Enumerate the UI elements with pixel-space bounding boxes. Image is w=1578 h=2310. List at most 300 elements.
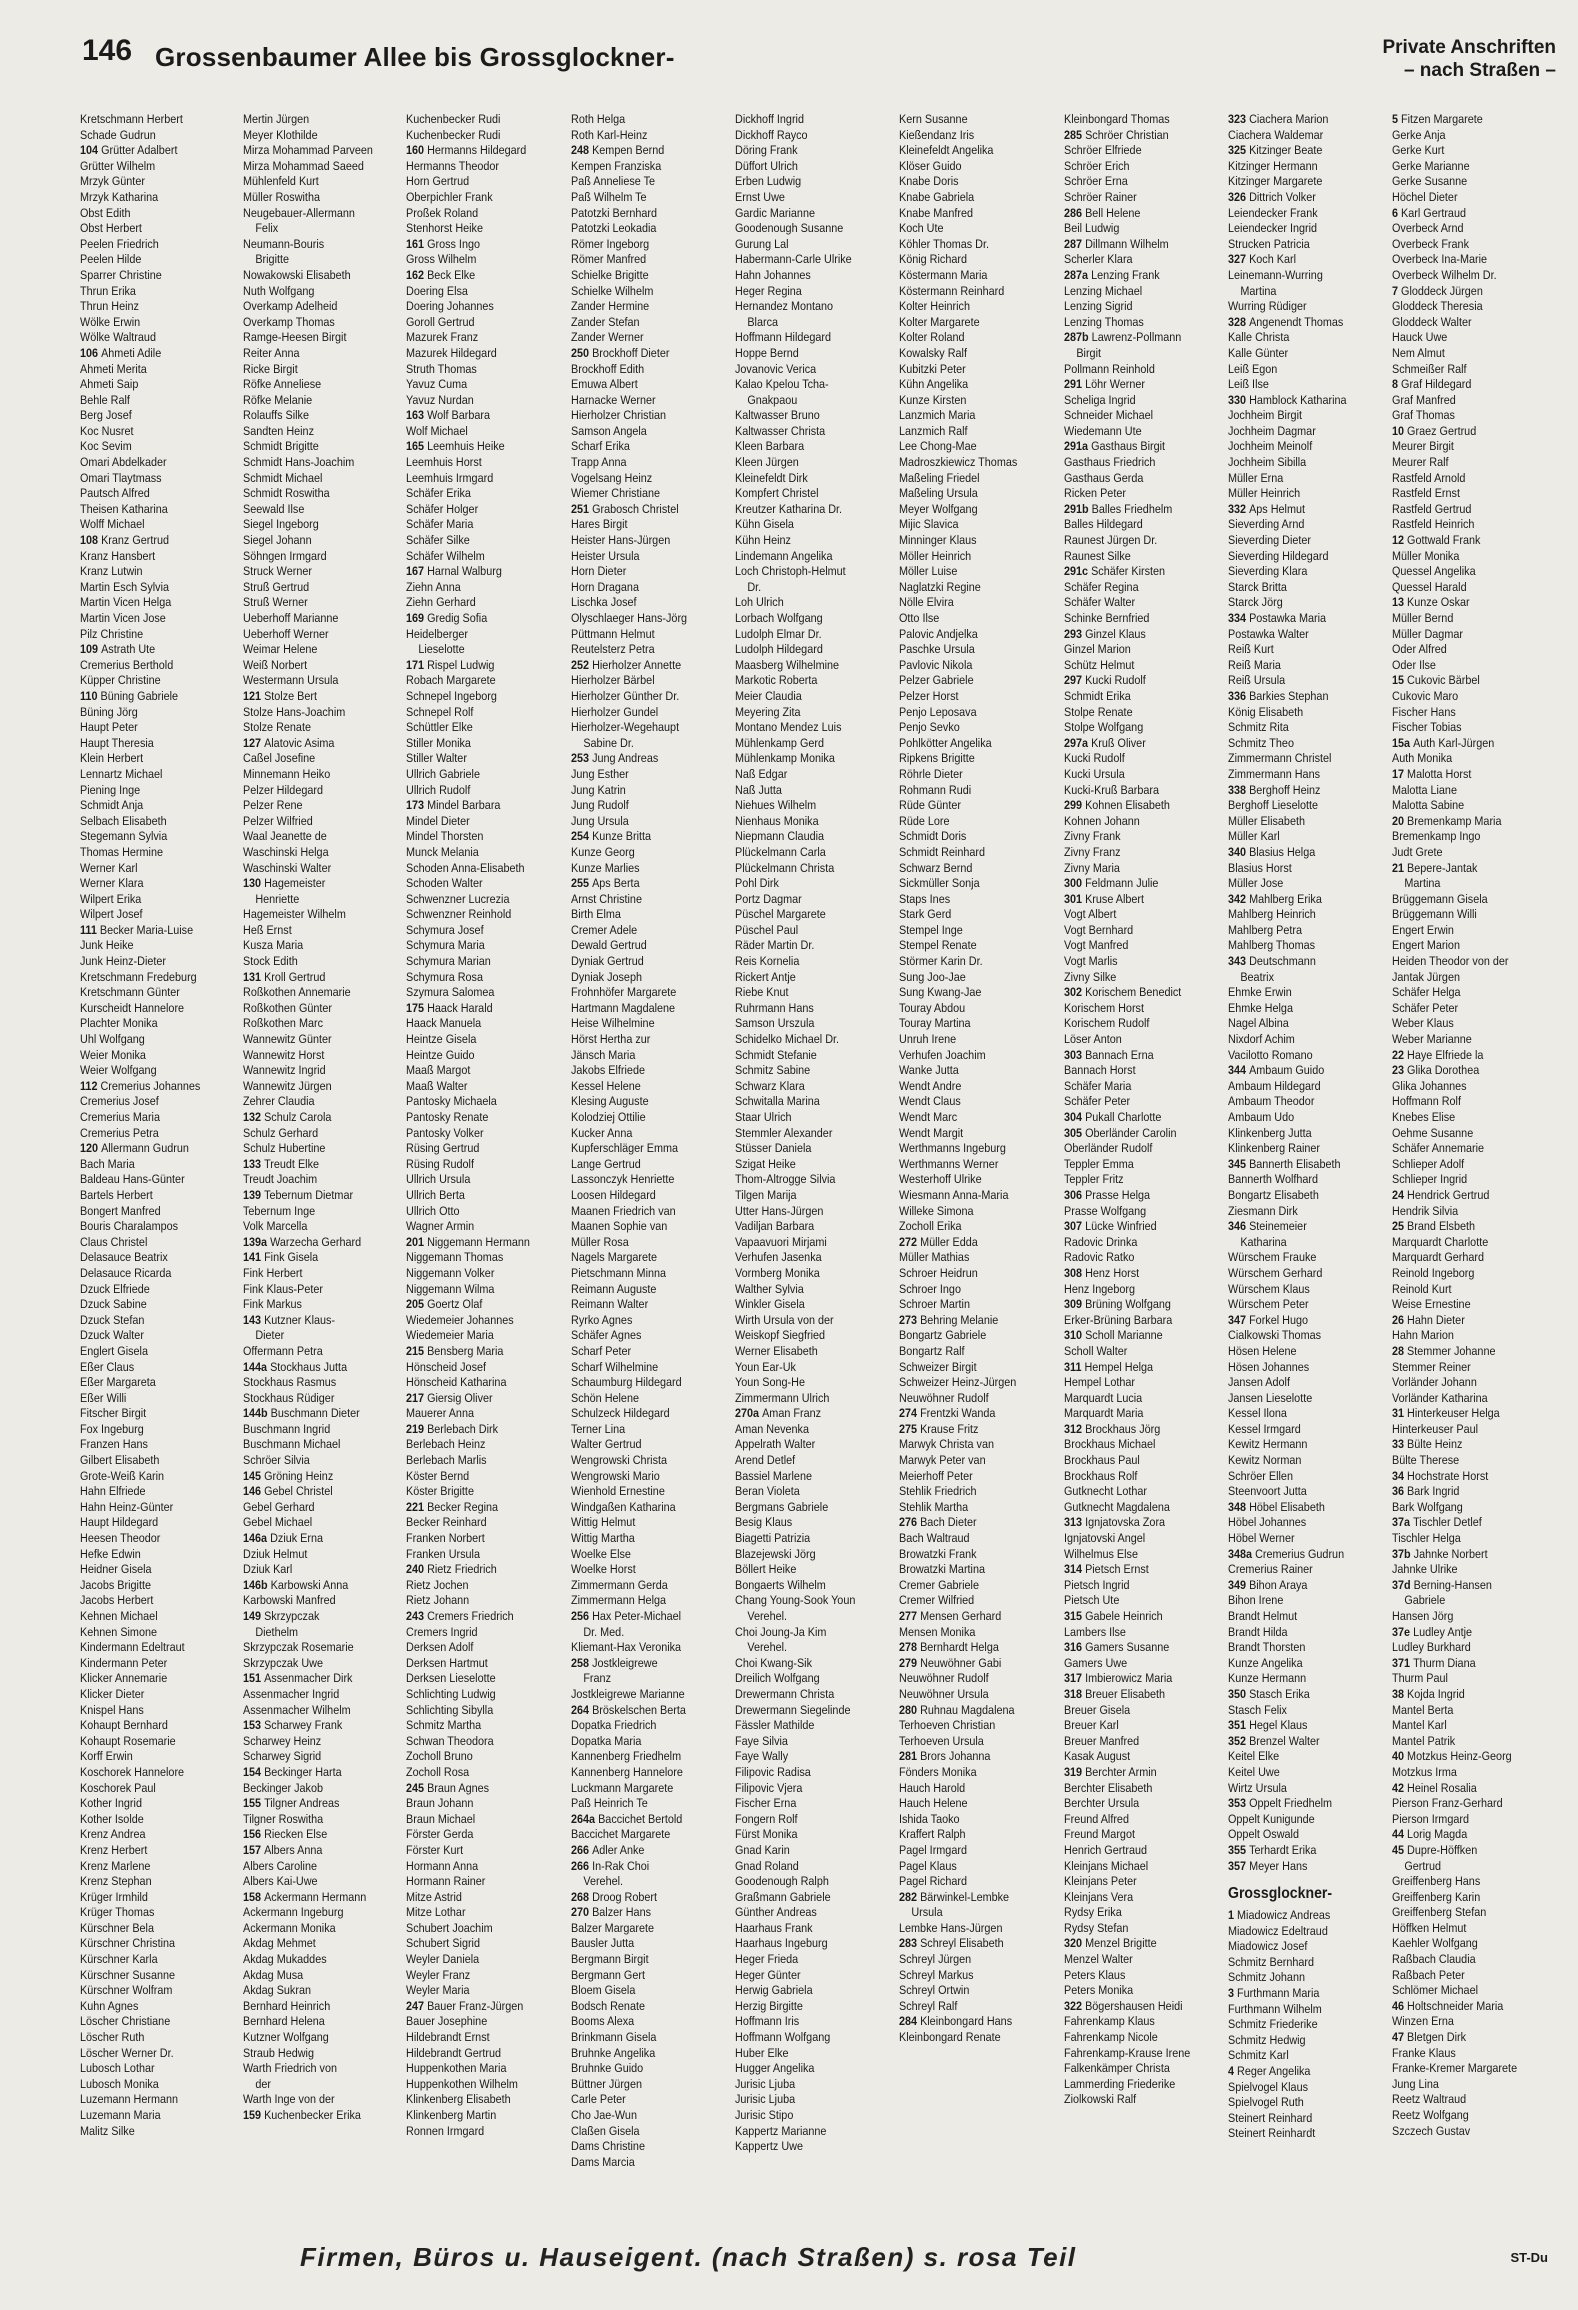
listing-entry: Schielke Wilhelm: [571, 283, 654, 298]
listing-entry: Kunze Angelika: [1228, 1655, 1303, 1670]
listing-entry: Gertrud: [1404, 1858, 1442, 1873]
listing-entry: Dzuck Sabine: [80, 1297, 147, 1312]
listing-entry: Ripkens Brigitte: [899, 751, 975, 766]
listing-entry: Sung Joo-Jae: [899, 969, 966, 984]
listing-entry: 144b Buschmann Dieter: [243, 1406, 360, 1421]
listing-entry: 250 Brockhoff Dieter: [571, 345, 670, 360]
listing-entry: Schäfer Regina: [1064, 579, 1139, 594]
listing-entry: Koc Sevim: [80, 439, 132, 454]
listing-entry: Reinold Kurt: [1392, 1281, 1452, 1296]
listing-entry: Pollmann Reinhold: [1064, 361, 1155, 376]
listing-entry: Köster Brigitte: [406, 1484, 474, 1499]
listing-entry: 120 Allermann Gudrun: [80, 1141, 189, 1156]
listing-entry: Grütter Wilhelm: [80, 158, 156, 173]
listing-entry: Paschke Ursula: [899, 642, 975, 657]
listing-entry: Scholl Walter: [1064, 1343, 1128, 1358]
listing-entry: Naß Jutta: [735, 782, 782, 797]
listing-entry: Peelen Hilde: [80, 252, 142, 267]
listing-entry: Verhufen Jasenka: [735, 1250, 822, 1265]
listing-entry: Tebernum Inge: [243, 1203, 316, 1218]
listing-entry: Hahn Elfriede: [80, 1484, 146, 1499]
listing-entry: Brinkmann Gisela: [571, 2030, 657, 2045]
listing-entry: Reetz Wolfgang: [1392, 2108, 1469, 2122]
listing-entry: Woelke Else: [571, 1546, 631, 1561]
listing-entry: 139a Warzecha Gerhard: [243, 1234, 362, 1249]
listing-entry: Rietz Johann: [406, 1593, 470, 1608]
listing-entry: Gutknecht Magdalena: [1064, 1499, 1170, 1514]
listing-entry: Grote-Weiß Karin: [80, 1468, 164, 1483]
section-label-line2: – nach Straßen –: [1403, 60, 1556, 81]
listing-entry: Schwitalla Marina: [735, 1094, 820, 1109]
listing-entry: Delasauce Ricarda: [80, 1265, 172, 1280]
listing-entry: Rolauffs Silke: [243, 408, 309, 423]
listing-entry: Schmeißer Ralf: [1392, 361, 1467, 376]
listing-entry: Haarhaus Ingeburg: [735, 1936, 828, 1951]
street-heading: Grossglockner-: [1228, 1885, 1333, 1903]
listing-entry: Schwarz Klara: [735, 1078, 805, 1093]
listing-entry: Ryrko Agnes: [571, 1312, 633, 1327]
listing-entry: Spielvogel Ruth: [1228, 2095, 1304, 2110]
listing-entry: Szymura Salomea: [406, 985, 495, 1000]
listing-entry: Oppelt Oswald: [1228, 1827, 1299, 1842]
listing-entry: Weyler Franz: [406, 1967, 471, 1982]
listing-entry: Hahn Marion: [1392, 1328, 1454, 1343]
listing-entry: Schmidt Michael: [243, 470, 323, 485]
listing-entry: Claßen Gisela: [571, 2123, 640, 2138]
listing-entry: Schubert Sigrid: [406, 1936, 480, 1951]
listing-entry: Zocholl Rosa: [406, 1764, 470, 1779]
listing-entry: Lembke Hans-Jürgen: [899, 1920, 1003, 1935]
listing-entry: Faye Silvia: [735, 1733, 788, 1748]
listing-entry: Dams Marcia: [571, 2154, 635, 2169]
listing-entry: Jacobs Brigitte: [80, 1577, 151, 1592]
listing-entry: Brüggemann Willi: [1392, 907, 1477, 922]
listing-entry: Zehrer Claudia: [243, 1094, 315, 1109]
listing-entry: Ruhrmann Hans: [735, 1000, 814, 1015]
footer-note: Firmen, Büros u. Hauseigent. (nach Straßen) s. rosa Teil: [300, 2242, 1077, 2272]
listing-entry: Mirza Mohammad Saeed: [243, 158, 364, 173]
listing-entry: Müller Roswitha: [243, 189, 320, 204]
listing-entry: 326 Dittrich Volker: [1228, 189, 1316, 204]
listing-entry: Würschem Gerhard: [1228, 1265, 1323, 1280]
listing-entry: Loosen Hildegard: [571, 1187, 656, 1202]
listing-entry: 23 Glika Dorothea: [1392, 1063, 1480, 1078]
listing-entry: 40 Motzkus Heinz-Georg: [1392, 1749, 1512, 1764]
listing-entry: Zivny Silke: [1064, 969, 1117, 984]
listing-entry: 20 Bremenkamp Maria: [1392, 813, 1502, 828]
listing-entry: Kolter Heinrich: [899, 299, 970, 314]
listing-entry: Niehues Wilhelm: [735, 798, 817, 813]
listing-entry: Wittig Helmut: [571, 1515, 636, 1530]
listing-entry: Luckmann Margarete: [571, 1780, 674, 1795]
listing-entry: Huber Elke: [735, 2045, 789, 2060]
listing-entry: Struß Werner: [243, 595, 308, 610]
listing-entry: Meyer Klothilde: [243, 127, 318, 142]
listing-entry: Heß Ernst: [243, 922, 292, 937]
listing-entry: 301 Kruse Albert: [1064, 891, 1145, 906]
listing-entry: Seewald Ilse: [243, 501, 305, 516]
listing-entry: 268 Droog Robert: [571, 1889, 658, 1904]
listing-entry: Bloem Gisela: [571, 1983, 636, 1998]
listing-entry: 254 Kunze Britta: [571, 829, 652, 844]
listing-entry: Gerke Susanne: [1392, 174, 1468, 189]
listing-entry: Willeke Simona: [899, 1203, 974, 1218]
listing-entry: 160 Hermanns Hildegard: [406, 143, 527, 158]
listing-entry: Cremer Adele: [571, 922, 638, 937]
listing-entry: Schymura Maria: [406, 938, 485, 953]
listing-entry: Thurm Paul: [1392, 1671, 1448, 1686]
listing-entry: Schmitz Martha: [406, 1718, 482, 1733]
listing-entry: Gebel Michael: [243, 1515, 313, 1530]
listing-entry: 37e Ludley Antje: [1392, 1624, 1473, 1639]
listing-entry: Müller Dagmar: [1392, 626, 1463, 641]
listing-entry: Schielke Brigitte: [571, 267, 649, 282]
listing-entry: Stock Edith: [243, 954, 298, 969]
listing-column: [1228, 112, 1406, 2202]
listing-entry: Pierson Franz-Gerhard: [1392, 1796, 1503, 1811]
listing-entry: Schlichting Ludwig: [406, 1686, 496, 1701]
listing-entry: Schäfer Silke: [406, 533, 470, 548]
listing-entry: Horn Dieter: [571, 564, 627, 579]
listing-entry: Mijic Slavica: [899, 517, 959, 532]
listing-entry: Krüger Thomas: [80, 1905, 155, 1920]
listing-entry: Werner Elisabeth: [735, 1343, 818, 1358]
listing-entry: Teppler Emma: [1064, 1156, 1134, 1171]
listing-entry: Cremerius Josef: [80, 1094, 159, 1109]
listing-entry: Bongaerts Wilhelm: [735, 1577, 826, 1592]
listing-entry: 217 Giersig Oliver: [406, 1390, 493, 1405]
listing-entry: 355 Terhardt Erika: [1228, 1842, 1317, 1857]
listing-entry: Stolpe Wolfgang: [1064, 720, 1144, 735]
listing-entry: 153 Scharwey Frank: [243, 1718, 343, 1733]
listing-entry: Würschem Peter: [1228, 1297, 1309, 1312]
listing-entry: Loch Christoph-Helmut: [735, 564, 846, 579]
listing-entry: Hildebrandt Gertrud: [406, 2045, 502, 2060]
listing-entry: 108 Kranz Gertrud: [80, 533, 170, 548]
listing-entry: Choi Kwang-Sik: [735, 1655, 812, 1670]
listing-entry: Bouris Charalampos: [80, 1219, 179, 1234]
listing-entry: 165 Leemhuis Heike: [406, 439, 505, 454]
listing-entry: Sieverding Dieter: [1228, 533, 1312, 548]
listing-entry: Freund Margot: [1064, 1827, 1135, 1842]
listing-entry: Rüde Lore: [899, 813, 950, 828]
listing-entry: Stüsser Daniela: [735, 1141, 812, 1156]
listing-entry: Schmitz Karl: [1228, 2048, 1289, 2063]
listing-entry: 353 Oppelt Friedhelm: [1228, 1796, 1333, 1811]
listing-entry: König Elisabeth: [1228, 704, 1304, 719]
listing-entry: Scharwey Heinz: [243, 1733, 322, 1748]
listing-entry: 127 Alatovic Asima: [243, 735, 335, 750]
listing-entry: Warth Friedrich von: [243, 2061, 338, 2076]
listing-entry: König Richard: [899, 252, 967, 267]
listing-entry: Mahlberg Heinrich: [1228, 907, 1316, 922]
listing-entry: Pietsch Ingrid: [1064, 1577, 1130, 1592]
listing-entry: Blarca: [747, 314, 778, 329]
listing-entry: Klinkenberg Rainer: [1228, 1141, 1321, 1156]
listing-entry: Kother Isolde: [80, 1811, 144, 1826]
listing-entry: Wienhold Ernestine: [571, 1484, 665, 1499]
listing-entry: Baccichet Margarete: [571, 1827, 671, 1842]
listing-entry: Horn Gertrud: [406, 174, 470, 189]
listing-entry: Akdag Musa: [243, 1967, 304, 1982]
listing-entry: Döring Frank: [735, 143, 798, 158]
listing-entry: 306 Prasse Helga: [1064, 1187, 1151, 1202]
listing-entry: Stehlik Martha: [899, 1499, 969, 1514]
listing-entry: Püschel Paul: [735, 922, 799, 937]
listing-entry: Carle Peter: [571, 2092, 626, 2107]
listing-entry: Fink Markus: [243, 1297, 302, 1312]
listing-entry: Beatrix: [1240, 969, 1275, 984]
listing-entry: Pantosky Michaela: [406, 1094, 497, 1109]
listing-entry: Birth Elma: [571, 907, 621, 922]
listing-entry: Hormann Anna: [406, 1858, 479, 1873]
listing-entry: Kessel Ilona: [1228, 1406, 1287, 1421]
listing-entry: 121 Stolze Bert: [243, 688, 318, 703]
listing-entry: Schmitz Friederike: [1228, 2017, 1318, 2032]
listing-entry: Koschorek Hannelore: [80, 1764, 185, 1779]
listing-entry: Baldeau Hans-Günter: [80, 1172, 185, 1187]
listing-entry: Berlebach Heinz: [406, 1437, 486, 1452]
listing-entry: 145 Gröning Heinz: [243, 1468, 334, 1483]
listing-entry: 270a Aman Franz: [735, 1406, 822, 1421]
listing-entry: Bongartz Elisabeth: [1228, 1187, 1319, 1202]
listing-entry: Bongartz Ralf: [899, 1343, 965, 1358]
listing-entry: Braun Michael: [406, 1811, 476, 1826]
listing-entry: Heintze Guido: [406, 1047, 475, 1062]
listing-entry: Naglatzki Regine: [899, 579, 981, 594]
listing-entry: Maßeling Friedel: [899, 470, 980, 485]
listing-entry: Dams Christine: [571, 2139, 645, 2154]
listing-entry: Hierholzer Bärbel: [571, 673, 655, 688]
listing-entry: Sieverding Hildegard: [1228, 548, 1329, 563]
listing-entry: Schweizer Birgit: [899, 1359, 977, 1374]
listing-entry: Maanen Friedrich van: [571, 1203, 676, 1218]
listing-entry: Vapaavuori Mirjami: [735, 1234, 827, 1249]
listing-entry: Vogt Marlis: [1064, 954, 1118, 969]
listing-entry: Franke Klaus: [1392, 2045, 1456, 2060]
listing-entry: Dopatka Friedrich: [571, 1718, 657, 1733]
listing-entry: 169 Gredig Sofia: [406, 611, 488, 625]
listing-entry: 37a Tischler Detlef: [1392, 1515, 1482, 1530]
listing-entry: Assenmacher Ingrid: [243, 1686, 340, 1701]
listing-entry: Höchel Dieter: [1392, 189, 1458, 204]
listing-entry: Knispel Hans: [80, 1702, 144, 1717]
listing-entry: Wittig Martha: [571, 1531, 635, 1546]
listing-entry: Bernhard Helena: [243, 2014, 325, 2029]
listing-entry: 5 Fitzen Margarete: [1392, 112, 1483, 126]
listing-entry: Filipovic Radisa: [735, 1764, 811, 1779]
listing-entry: Kürschner Wolfram: [80, 1983, 173, 1998]
listing-entry: Cremer Gabriele: [899, 1577, 979, 1592]
listing-entry: Straub Hedwig: [243, 2045, 314, 2060]
listing-entry: 336 Barkies Stephan: [1228, 688, 1329, 703]
listing-entry: Westermann Ursula: [243, 673, 339, 688]
listing-entry: Schroer Martin: [899, 1297, 970, 1312]
listing-entry: Gamers Uwe: [1064, 1655, 1128, 1670]
listing-entry: Neuwöhner Rudolf: [899, 1390, 989, 1405]
listing-entry: Schreyl Ralf: [899, 1998, 958, 2013]
listing-entry: Räder Martin Dr.: [735, 938, 815, 953]
listing-entry: Koschorek Paul: [80, 1780, 156, 1795]
listing-entry: 323 Ciachera Marion: [1228, 112, 1329, 126]
listing-entry: Ishida Taoko: [899, 1811, 960, 1826]
listing-entry: Ueberhoff Marianne: [243, 611, 339, 625]
listing-entry: Obst Edith: [80, 205, 131, 220]
listing-entry: Kaltwasser Bruno: [735, 408, 820, 423]
listing-entry: Martin Vicen Helga: [80, 595, 172, 610]
listing-entry: Aman Nevenka: [735, 1421, 809, 1436]
listing-entry: Besig Klaus: [735, 1515, 793, 1530]
listing-entry: Kurscheidt Hannelore: [80, 1000, 185, 1015]
listing-entry: Karbowski Manfred: [243, 1593, 336, 1608]
listing-entry: Scherler Klara: [1064, 252, 1133, 267]
listing-entry: Jovanovic Verica: [735, 361, 817, 376]
listing-entry: 130 Hagemeister: [243, 876, 326, 891]
listing-entry: Meyer Wolfgang: [899, 501, 978, 516]
listing-entry: Stolze Renate: [243, 720, 311, 735]
listing-entry: Theisen Katharina: [80, 501, 168, 516]
listing-entry: 31 Hinterkeuser Helga: [1392, 1406, 1500, 1421]
listing-entry: 215 Bensberg Maria: [406, 1343, 504, 1358]
listing-entry: Terner Lina: [571, 1421, 626, 1436]
listing-entry: 307 Lücke Winfried: [1064, 1219, 1157, 1234]
listing-entry: Wannewitz Horst: [243, 1047, 325, 1062]
listing-entry: Portz Dagmar: [735, 891, 802, 906]
listing-entry: Gasthaus Gerda: [1064, 470, 1144, 485]
listing-entry: Löscher Christiane: [80, 2014, 171, 2029]
listing-entry: Störmer Karin Dr.: [899, 954, 983, 969]
page-title: Grossenbaumer Allee bis Grossglockner-: [155, 42, 675, 72]
listing-entry: Mühlenkamp Monika: [735, 751, 835, 766]
listing-entry: Marwyk Christa van: [899, 1437, 995, 1452]
listing-entry: 322 Bögershausen Heidi: [1064, 1998, 1183, 2013]
listing-entry: Beran Violeta: [735, 1484, 800, 1499]
listing-entry: Lenzing Sigrid: [1064, 299, 1133, 314]
listing-entry: Scharf Erika: [571, 439, 630, 454]
listing-entry: Hempel Lothar: [1064, 1375, 1135, 1390]
listing-entry: Westerhoff Ulrike: [899, 1172, 982, 1187]
listing-entry: Reimann Walter: [571, 1297, 649, 1312]
listing-entry: Breuer Gisela: [1064, 1702, 1131, 1717]
listing-entry: Hahn Heinz-Günter: [80, 1499, 174, 1514]
listing-entry: 293 Ginzel Klaus: [1064, 626, 1146, 641]
listing-entry: Drewermann Siegelinde: [735, 1702, 851, 1717]
listing-entry: 338 Berghoff Heinz: [1228, 782, 1321, 797]
listing-entry: Fönders Monika: [899, 1764, 977, 1779]
listing-entry: Skrzypczak Uwe: [243, 1655, 323, 1670]
listing-entry: Ueberhoff Werner: [243, 626, 329, 641]
listing-entry: Steinert Reinhardt: [1228, 2126, 1316, 2141]
listing-entry: Ambaum Hildegard: [1228, 1078, 1321, 1093]
listing-entry: 143 Kutzner Klaus-: [243, 1312, 336, 1327]
listing-entry: Sung Kwang-Jae: [899, 985, 982, 1000]
listing-entry: Ludolph Elmar Dr.: [735, 626, 822, 641]
listing-entry: Kitzinger Hermann: [1228, 158, 1318, 173]
listing-entry: Goodenough Susanne: [735, 221, 844, 236]
listing-entry: Zander Hermine: [571, 299, 650, 314]
listing-entry: Booms Alexa: [571, 2014, 635, 2029]
listing-entry: 334 Postawka Maria: [1228, 611, 1327, 625]
listing-entry: 146 Gebel Christel: [243, 1484, 333, 1499]
listing-entry: Dieter: [255, 1328, 285, 1343]
listing-entry: Hagemeister Wilhelm: [243, 907, 346, 922]
listing-entry: Huppenkothen Maria: [406, 2061, 507, 2076]
listing-entry: Püschel Margarete: [735, 907, 826, 922]
listing-entry: Kraffert Ralph: [899, 1827, 966, 1842]
listing-entry: 175 Haack Harald: [406, 1000, 493, 1015]
listing-entry: Bassiel Marlene: [735, 1468, 812, 1483]
listing-entry: Schidelko Michael Dr.: [735, 1032, 840, 1047]
listing-entry: Roßkothen Marc: [243, 1016, 323, 1031]
listing-entry: Thom-Altrogge Silvia: [735, 1172, 836, 1187]
listing-entry: Kother Ingrid: [80, 1796, 142, 1811]
listing-entry: Lenzing Thomas: [1064, 314, 1144, 329]
listing-entry: Wiemer Christiane: [571, 486, 661, 501]
listing-entry: Zocholl Bruno: [406, 1749, 473, 1764]
listing-entry: Menzel Walter: [1064, 1952, 1133, 1967]
listing-entry: Hansen Jörg: [1392, 1609, 1454, 1623]
listing-entry: 357 Meyer Hans: [1228, 1858, 1308, 1873]
listing-entry: Dzuck Elfriede: [80, 1281, 150, 1296]
listing-entry: Nagels Margarete: [571, 1250, 658, 1265]
listing-entry: Klesing Auguste: [571, 1094, 649, 1109]
listing-entry: Ernst Uwe: [735, 189, 785, 204]
listing-entry: 348 Höbel Elisabeth: [1228, 1499, 1325, 1514]
listing-entry: Overkamp Adelheid: [243, 299, 338, 314]
listing-entry: Kindermann Edeltraut: [80, 1640, 185, 1655]
listing-entry: Förster Gerda: [406, 1827, 474, 1842]
listing-entry: Niepmann Claudia: [735, 829, 825, 844]
listing-entry: Nuth Wolfgang: [243, 283, 315, 298]
listing-entry: Hösen Helene: [1228, 1343, 1297, 1358]
listing-entry: Schlömer Michael: [1392, 1983, 1479, 1998]
listing-entry: Piening Inge: [80, 782, 141, 797]
listing-entry: Schröer Erna: [1064, 174, 1128, 189]
listing-entry: Albers Kai-Uwe: [243, 1874, 318, 1889]
listing-entry: 315 Gabele Heinrich: [1064, 1609, 1163, 1623]
listing-entry: Breuer Manfred: [1064, 1733, 1140, 1748]
listing-entry: Vadiljan Barbara: [735, 1219, 815, 1234]
listing-entry: Sickmüller Sonja: [899, 876, 980, 891]
listing-entry: 173 Mindel Barbara: [406, 798, 501, 813]
listing-entry: Habermann-Carle Ulrike: [735, 252, 852, 267]
listing-entry: Schwenzner Lucrezia: [406, 891, 510, 906]
listing-entry: Wanke Jutta: [899, 1063, 959, 1078]
listing-entry: Zimmermann Ulrich: [735, 1390, 830, 1405]
listing-entry: Jurisic Ljuba: [735, 2092, 796, 2107]
listing-entry: Graßmann Gabriele: [735, 1889, 831, 1904]
listing-entry: Günther Andreas: [735, 1905, 817, 1920]
listing-entry: Akdag Mehmet: [243, 1936, 316, 1951]
listing-entry: Franz: [583, 1671, 611, 1686]
listing-entry: Biagetti Patrizia: [735, 1531, 811, 1546]
listing-entry: Jansen Lieselotte: [1228, 1390, 1313, 1405]
listing-entry: Kowalsky Ralf: [899, 345, 967, 360]
listing-entry: Hauch Harold: [899, 1780, 966, 1795]
listing-entry: Steinert Reinhard: [1228, 2110, 1313, 2125]
listing-entry: 291a Gasthaus Birgit: [1064, 439, 1166, 454]
listing-entry: Mrzyk Katharina: [80, 189, 159, 204]
listing-entry: Schaumburg Hildegard: [571, 1375, 682, 1390]
listing-entry: Wölke Erwin: [80, 314, 141, 329]
listing-entry: Hinterkeuser Paul: [1392, 1421, 1479, 1436]
listing-entry: Marquardt Charlotte: [1392, 1234, 1489, 1249]
listing-entry: Sabine Dr.: [583, 735, 634, 750]
listing-entry: Jurisic Stipo: [735, 2108, 794, 2122]
listing-entry: Müller Jose: [1228, 876, 1284, 891]
listing-entry: Leemhuis Irmgard: [406, 470, 494, 485]
listing-entry: Malitz Silke: [80, 2123, 135, 2138]
